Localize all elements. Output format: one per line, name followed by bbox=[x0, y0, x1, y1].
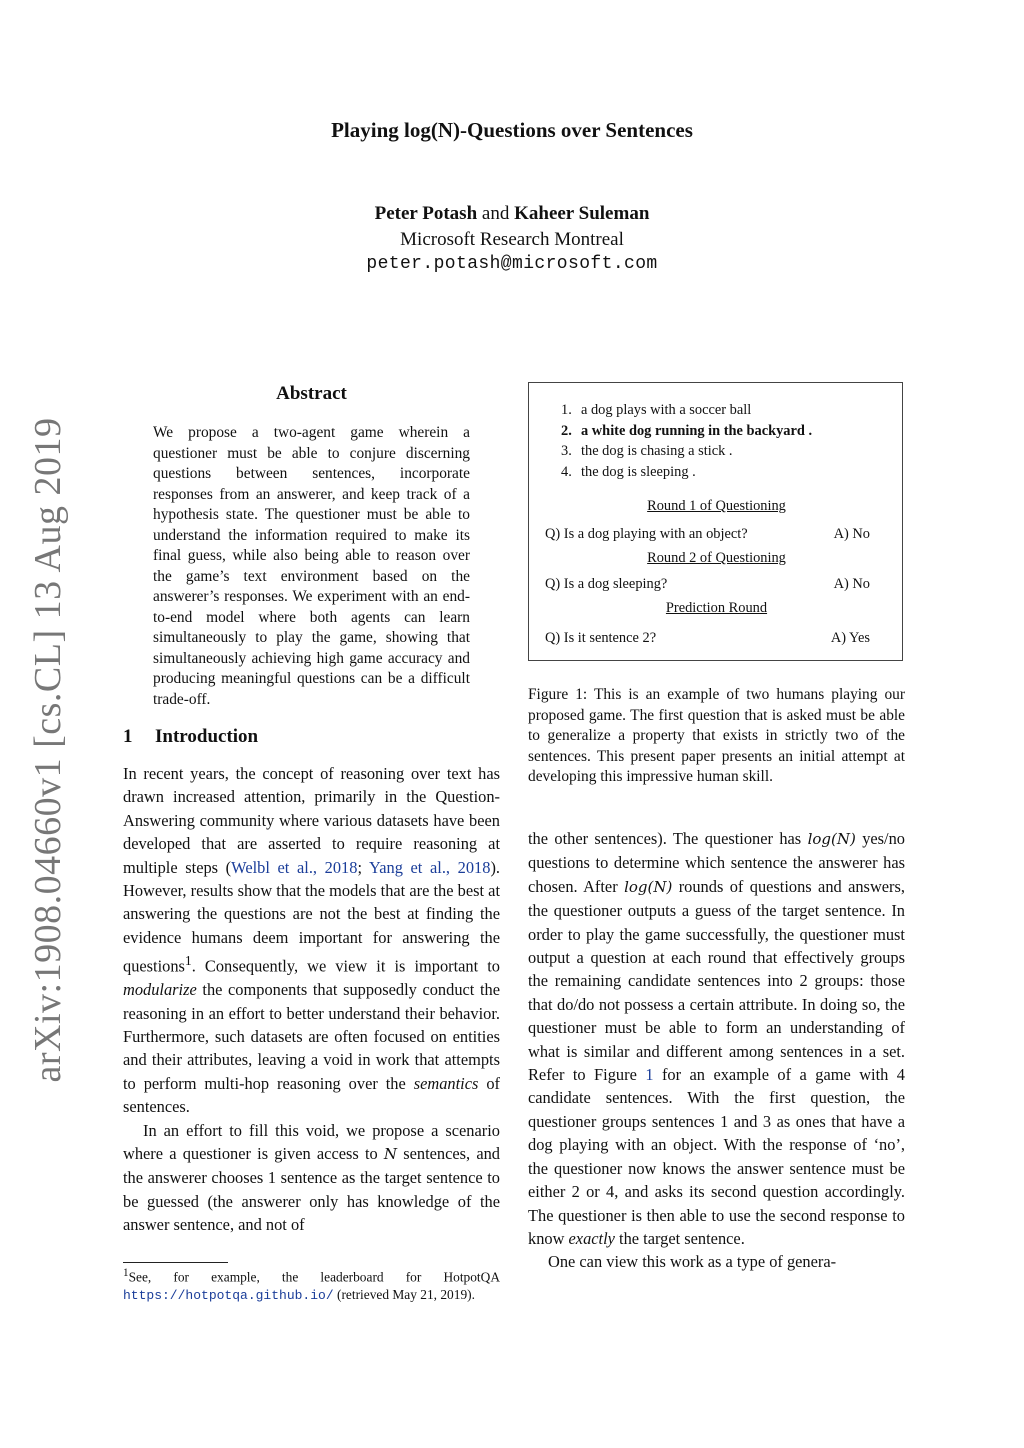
figure-reference[interactable]: 1 bbox=[645, 1065, 654, 1085]
round-2-qa bbox=[545, 576, 870, 593]
sentence-item: 3. the dog is chasing a stick . bbox=[561, 443, 733, 459]
intro-paragraph-1: In recent years, the concept of reasoning over text has drawn increased attention, primarily in the Question-Answering community where various datasets have been developed that are asserted to require reasoning at multiple steps (Welbl et al., 2018; Yang et al., 2018). However, results show that the models that are the best at answering the questions are not the best at finding the evidence humans deem important for answering the questions$^1$. Consequently, we view it is important to modularize the components that supposedly conduct the reasoning in an effort to better understand their behavior. Furthermore, such datasets are often focused on entities and their attributes, leaving a void in work that attempts to perform multi-hop reasoning over the semantics of sentences. bbox=[123, 764, 500, 1117]
intro-paragraph-2: In an effort to fill this void, we propose a scenario where a questioner is given access to N sentences, and the answerer chooses 1 sentence as the target sentence to be guessed (the answerer only has knowledge of the answer sentence, and not of bbox=[123, 1120, 501, 1235]
round-2-title: Round 2 of Questioning bbox=[647, 550, 786, 566]
round-2-answer: A) No bbox=[833, 576, 870, 592]
footnote-marker[interactable]: 1 bbox=[184, 953, 192, 969]
author-second: Kaheer Suleman bbox=[514, 203, 650, 224]
sentence-list bbox=[561, 400, 812, 482]
paper-title: Playing log(N)-Questions over Sentences bbox=[331, 118, 693, 142]
prediction-round-qa bbox=[545, 630, 870, 647]
prediction-answer: A) Yes bbox=[830, 630, 870, 646]
arxiv-id-text: arXiv:1908.04660v1 [cs.CL] 13 Aug 2019 bbox=[27, 417, 69, 1083]
round-1-title: Round 1 of Questioning bbox=[647, 498, 786, 514]
author-line bbox=[0, 203, 1024, 225]
round-2-question: Q) Is a dog sleeping? bbox=[545, 576, 668, 592]
citation-yang[interactable]: Yang et al., 2018 bbox=[369, 857, 491, 877]
author-conjunction: and bbox=[481, 203, 510, 224]
abstract-body: We propose a two-agent game wherein a questioner must be able to conjure discerning questions between sentences, incorporate responses from an answerer, and keep track of a hypothesis state. The questioner must be able to understand the information required to make its final guess, while also being able to reason over the game’s text environment based on the answerer’s responses. We experiment with an end-to-end model where both agents can learn simultaneously to play the game, showing that simultaneously achieving high game accuracy and producing meaningful questions can be a difficult trade-off. bbox=[153, 424, 470, 708]
section-title: Introduction bbox=[155, 726, 259, 747]
right-paragraph-2: One can view this work as a type of genera- bbox=[548, 1252, 837, 1272]
section-heading-introduction bbox=[123, 726, 258, 748]
affiliation: Microsoft Research Montreal bbox=[400, 229, 624, 250]
right-paragraph-1: the other sentences). The questioner has log(N) yes/no questions to determine which sentence the answerer has chosen. After log(N) rounds of questions and answers, the questioner outputs a guess of the target sentence. In order to play the game successfully, the questioner must output a question at each round that effectively groups the remaining candidate sentences into 2 groups: those that do/do not possess a certain attribute. In doing so, the questioner must be able to form an understanding of what is similar and different among sentences in a set. Refer to Figure 1 for an example of a game with 4 candidate sentences. With the first question, the questioner groups sentences 1 and 3 as ones that have a dog playing with an object. With the response of ‘no’, the questioner now knows the answer sentence must be either 2 or 4, and asks its second question accordingly. The questioner is then able to use the second response to know exactly the target sentence. bbox=[528, 829, 906, 1248]
footnote-divider bbox=[123, 1262, 228, 1263]
round-1-question: Q) Is a dog playing with an object? bbox=[545, 526, 748, 542]
footnote-url[interactable]: https://hotpotqa.github.io/ bbox=[123, 1287, 334, 1303]
right-column-body bbox=[528, 827, 905, 1274]
abstract-heading: Abstract bbox=[276, 383, 347, 404]
author-first: Peter Potash bbox=[374, 203, 478, 224]
author-email: peter.potash@microsoft.com bbox=[366, 254, 658, 274]
section-number: 1 bbox=[123, 726, 133, 747]
left-column-body bbox=[123, 762, 500, 1237]
prediction-round-title: Prediction Round bbox=[665, 600, 768, 616]
round-1-qa bbox=[545, 526, 870, 543]
arxiv-identifier bbox=[8, 417, 88, 1083]
sentence-item: 4. the dog is sleeping . bbox=[561, 463, 696, 480]
footnote-number: 1 bbox=[123, 1267, 129, 1279]
figure-1-box bbox=[528, 382, 903, 661]
round-1-answer: A) No bbox=[833, 526, 870, 542]
figure-1-caption: Figure 1: This is an example of two humans playing our proposed game. The first question that is asked must be able to generalize a property that exists in strictly two of the sentences. This present paper presents an initial attempt at developing this impressive human skill. bbox=[528, 686, 905, 785]
sentence-item-target: 2. a white dog running in the backyard . bbox=[561, 422, 813, 439]
prediction-question: Q) Is it sentence 2? bbox=[545, 630, 657, 646]
footnote: $^1$See, for example, the leaderboard for HotpotQA https://hotpotqa.github.io/ (retrieved May 21, 2019). bbox=[123, 1267, 500, 1303]
sentence-item: 1. a dog plays with a soccer ball bbox=[561, 402, 752, 418]
citation-welbl[interactable]: Welbl et al., 2018 bbox=[231, 857, 358, 877]
